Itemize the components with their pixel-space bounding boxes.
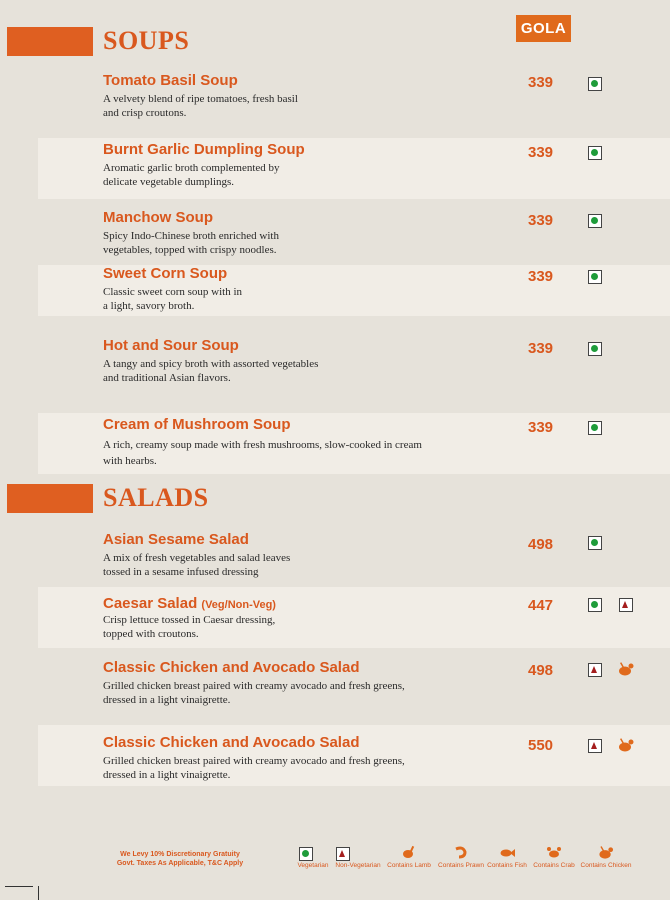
nonveg-icon xyxy=(588,663,602,677)
veg-icon xyxy=(588,146,602,160)
veg-icon xyxy=(588,421,602,435)
veg-icon xyxy=(588,77,602,91)
item-description: Aromatic garlic broth complemented by delicate vegetable dumplings. xyxy=(103,162,280,188)
legend-label: Vegetarian xyxy=(297,862,329,869)
corner-mark xyxy=(38,886,39,900)
item-description: Grilled chicken breast paired with creamy avocado and fresh greens, dressed in a light vinaigrette. xyxy=(103,755,405,781)
item-price: 339 xyxy=(528,419,554,436)
item-description: A velvety blend of ripe tomatoes, fresh basil and crisp croutons. xyxy=(103,93,298,119)
item-description: Classic sweet corn soup with in a light, savory broth. xyxy=(103,286,243,312)
veg-icon xyxy=(588,536,602,550)
item-price: 498 xyxy=(528,662,554,679)
item-description: A tangy and spicy broth with assorted vegetables and traditional Asian flavors. xyxy=(103,358,319,384)
item-price: 339 xyxy=(528,144,554,161)
footer-note xyxy=(110,850,250,868)
item-price: 339 xyxy=(528,212,554,229)
footer-note-line: We Levy 10% Discretionary Gratuity xyxy=(120,851,240,858)
item-description: A rich, creamy soup made with fresh mushrooms, slow-cooked in cream with hearbs. xyxy=(103,439,422,467)
item-description: Spicy Indo-Chinese broth enriched with vegetables, topped with crispy noodles. xyxy=(103,230,279,256)
legend-label: Contains Lamb xyxy=(387,862,431,869)
item-description: Grilled chicken breast paired with creamy avocado and fresh greens, dressed in a light vinaigrette. xyxy=(103,680,405,706)
crab-icon xyxy=(546,846,562,859)
item-price: 339 xyxy=(528,74,554,91)
section-title-soups: SOUPS xyxy=(103,26,190,55)
veg-icon xyxy=(588,598,602,612)
item-price: 339 xyxy=(528,268,554,285)
legend-label: Contains Chicken xyxy=(580,862,632,869)
section-accent-bar xyxy=(7,484,93,513)
legend-item xyxy=(379,845,439,869)
nonveg-icon xyxy=(619,598,633,612)
item-price: 339 xyxy=(528,340,554,357)
veg-icon xyxy=(588,342,602,356)
item-price: 447 xyxy=(528,597,554,614)
nonveg-icon xyxy=(336,847,350,861)
legend-item xyxy=(576,845,636,869)
item-description: A mix of fresh vegetables and salad leaves tossed in a sesame infused dressing xyxy=(103,552,291,578)
item-name: Tomato Basil Soup xyxy=(103,72,238,89)
legend-label: Non-Vegetarian xyxy=(335,862,381,869)
fish-icon xyxy=(499,847,515,859)
item-name-suffix: (Veg/Non-Veg) xyxy=(201,599,276,611)
chicken-icon xyxy=(597,845,615,860)
item-description: Crisp lettuce tossed in Caesar dressing, topped with croutons. xyxy=(103,614,276,640)
item-name: Manchow Soup xyxy=(103,209,213,226)
section-title-salads: SALADS xyxy=(103,483,209,512)
item-name xyxy=(103,595,276,612)
legend-label: Contains Fish xyxy=(487,862,527,869)
item-name: Classic Chicken and Avocado Salad xyxy=(103,734,360,751)
item-name: Cream of Mushroom Soup xyxy=(103,416,291,433)
item-name: Hot and Sour Soup xyxy=(103,337,239,354)
item-price: 550 xyxy=(528,737,554,754)
item-name: Asian Sesame Salad xyxy=(103,531,249,548)
item-price: 498 xyxy=(528,536,554,553)
nonveg-icon xyxy=(588,739,602,753)
lamb-icon xyxy=(401,845,417,859)
brand-logo: GOLA xyxy=(516,15,571,42)
item-name: Classic Chicken and Avocado Salad xyxy=(103,659,360,676)
legend-item xyxy=(524,845,584,869)
item-name: Sweet Corn Soup xyxy=(103,265,228,282)
corner-mark xyxy=(5,886,33,887)
footer-note-line: Govt. Taxes As Applicable, T&C Apply xyxy=(116,860,244,867)
item-name: Burnt Garlic Dumpling Soup xyxy=(103,141,305,158)
chicken-icon xyxy=(617,661,635,677)
veg-icon xyxy=(588,270,602,284)
legend-label: Contains Prawn xyxy=(438,862,484,869)
veg-icon xyxy=(588,214,602,228)
legend-label: Contains Crab xyxy=(533,862,575,869)
prawn-icon xyxy=(453,846,469,859)
item-name-text: Caesar Salad xyxy=(103,595,198,612)
section-accent-bar xyxy=(7,27,93,56)
chicken-icon xyxy=(617,737,635,753)
veg-icon xyxy=(299,847,313,861)
